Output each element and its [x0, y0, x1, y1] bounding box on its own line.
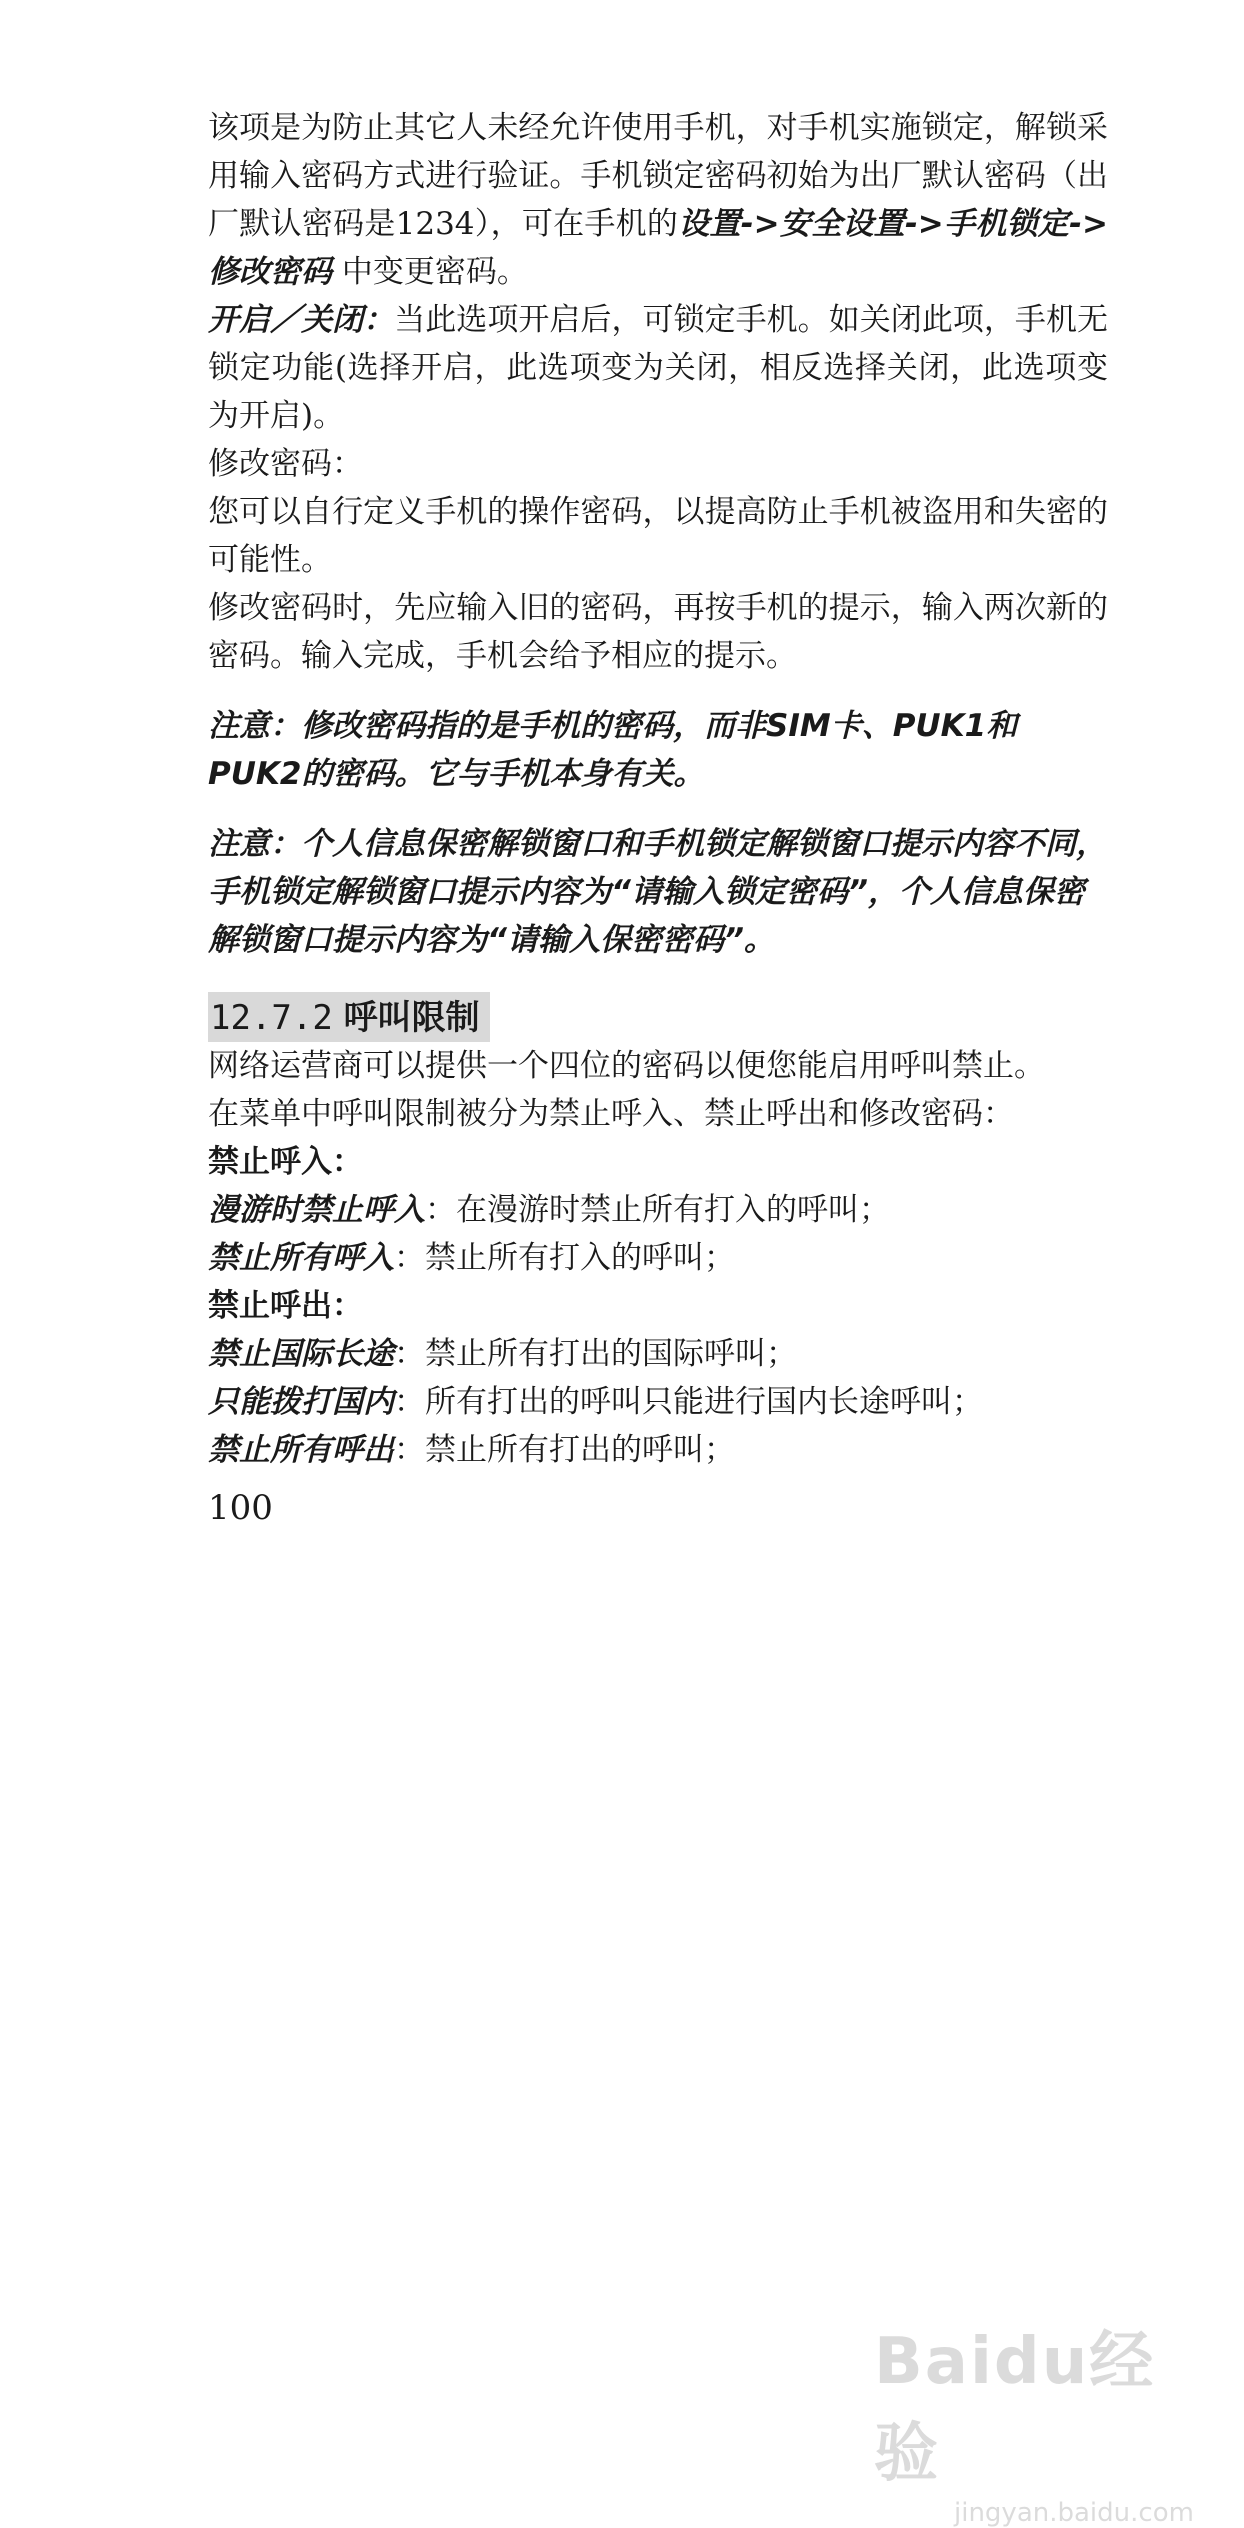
item-text: ：在漫游时禁止所有打入的呼叫；	[425, 1192, 890, 1228]
section-p2: 在菜单中呼叫限制被分为禁止呼入、禁止呼出和修改密码：	[208, 1096, 1014, 1132]
outgoing-title: 禁止呼出：	[208, 1288, 363, 1324]
section-p1: 网络运营商可以提供一个四位的密码以便您能启用呼叫禁止。	[208, 1048, 1045, 1084]
item-label: 禁止所有呼出	[208, 1432, 394, 1468]
menu-path: 设置->安全设置->手机锁定->修改密码	[208, 206, 1108, 290]
watermark-url: jingyan.baidu.com	[954, 2498, 1194, 2528]
list-item	[208, 1186, 1108, 1234]
list-item	[208, 1426, 1108, 1474]
onoff-paragraph	[208, 296, 1108, 440]
list-item	[208, 1378, 1108, 1426]
section-title: 呼叫限制	[343, 998, 480, 1038]
item-text: ：禁止所有打入的呼叫；	[394, 1240, 735, 1276]
note-1: 注意：修改密码指的是手机的密码，而非SIM卡、PUK1和PUK2的密码。它与手机本身有关。	[208, 708, 1018, 792]
lock-intro	[208, 104, 1108, 296]
item-text: ：所有打出的呼叫只能进行国内长途呼叫；	[394, 1384, 983, 1420]
change-password-title: 修改密码：	[208, 446, 363, 482]
lock-intro-text: 该项是为防止其它人未经允许使用手机，对手机实施锁定，解锁采用输入密码方式进行验证。手机锁定密码初始为出厂默认密码（出厂默认密码是1234），可在手机的	[208, 110, 1108, 242]
note-2: 注意：个人信息保密解锁窗口和手机锁定解锁窗口提示内容不同，手机锁定解锁窗口提示内容为“请输入锁定密码”，个人信息保密解锁窗口提示内容为“请输入保密密码”。	[208, 826, 1107, 958]
list-item	[208, 1234, 1108, 1282]
page-number: 100	[208, 1488, 273, 1528]
list-item	[208, 1330, 1108, 1378]
onoff-text: 当此选项开启后，可锁定手机。如关闭此项，手机无锁定功能(选择开启，此选项变为关闭，相反选择关闭，此选项变为开启)。	[208, 302, 1109, 434]
baidu-watermark	[874, 2310, 1204, 2528]
onoff-label: 开启／关闭：	[208, 302, 395, 338]
item-label: 禁止国际长途	[208, 1336, 394, 1372]
item-label: 只能拨打国内	[208, 1384, 394, 1420]
section-number: 12.7.2	[210, 998, 333, 1038]
lock-intro-tail: 中变更密码。	[332, 254, 528, 290]
watermark-logo: Baidu经验	[874, 2325, 1156, 2491]
section-heading	[208, 992, 490, 1042]
document-body	[208, 104, 1108, 1474]
item-label: 漫游时禁止呼入	[208, 1192, 425, 1228]
incoming-title: 禁止呼入：	[208, 1144, 363, 1180]
change-password-p1: 您可以自行定义手机的操作密码，以提高防止手机被盗用和失密的可能性。	[208, 494, 1108, 578]
item-label: 禁止所有呼入	[208, 1240, 394, 1276]
item-text: ：禁止所有打出的国际呼叫；	[394, 1336, 797, 1372]
change-password-p2: 修改密码时，先应输入旧的密码，再按手机的提示，输入两次新的密码。输入完成，手机会给予相应的提示。	[208, 590, 1108, 674]
item-text: ：禁止所有打出的呼叫；	[394, 1432, 735, 1468]
